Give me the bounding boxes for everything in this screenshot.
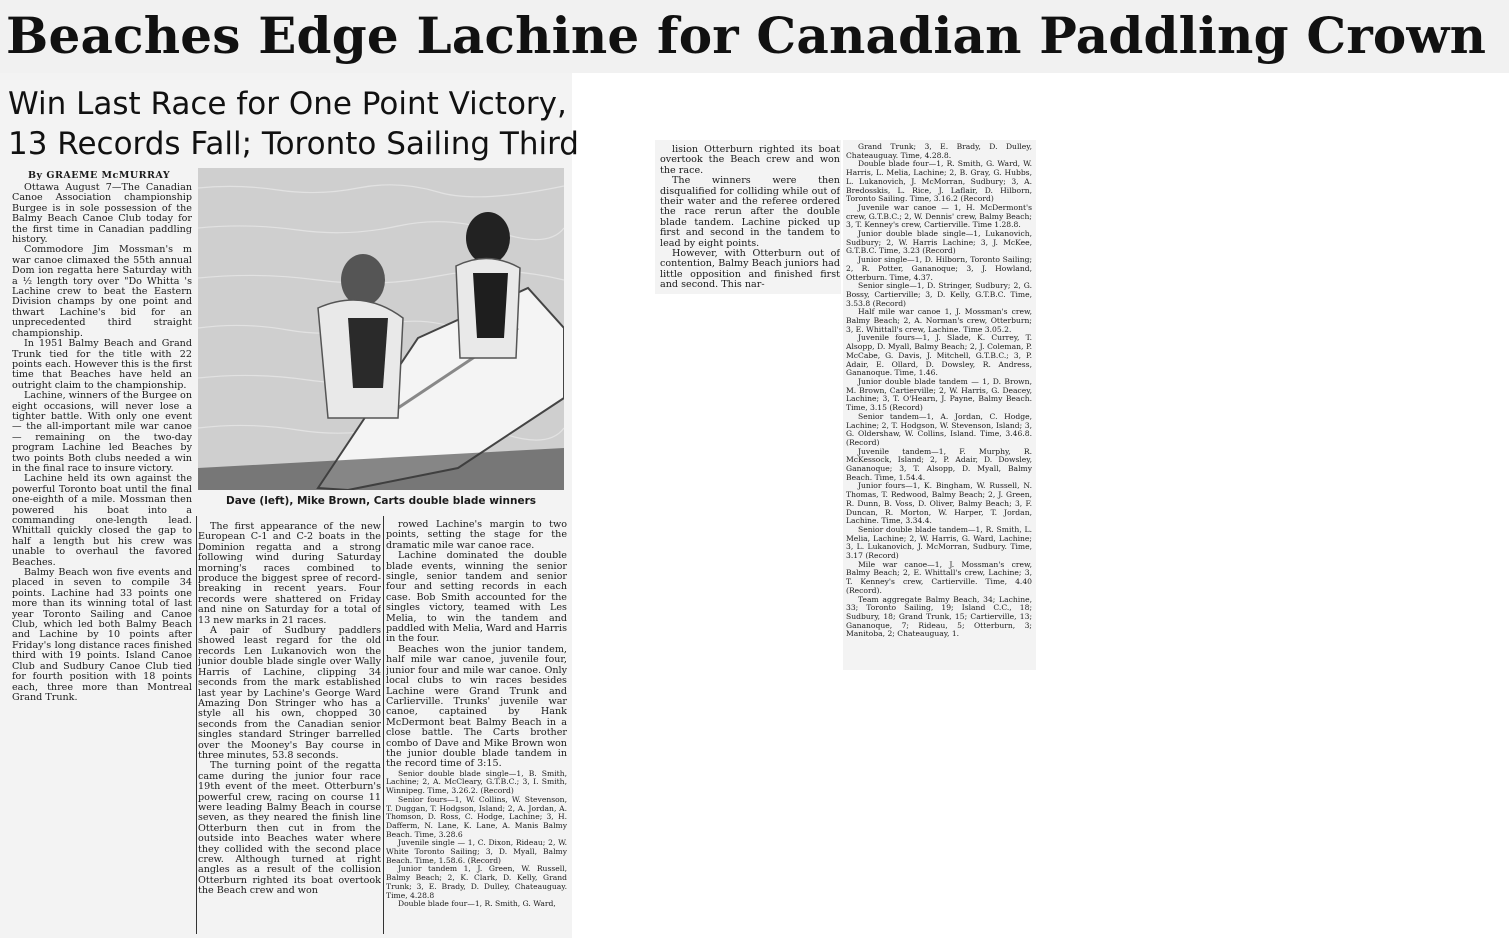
result-entry: Junior double blade single—1, Lukanovich, Sudbury; 2, W. Harris Lachine; 3, J. McKee, G.T.B.C. Time, 3.23 (Record) (846, 229, 1032, 256)
result-entry: Grand Trunk; 3, E. Brady, D. Dulley, Chateauguay. Time, 4.28.8. (846, 143, 1032, 160)
result-entry: Juvenile single — 1, C. Dixon, Rideau; 2, W. White Toronto Sailing; 3, D. Myall, Balmy Beach. Time, 1.58.6. (Record) (386, 838, 567, 865)
paragraph: Commodore Jim Mossman's m war canoe climaxed the 55th annual Dom ion regatta here Saturday with a ½ length tory over "Do Whitta 's Lachine crew to beat the Eastern Division champs by one point and thwart Lachine's bid for an unprecedented third straight championship. (12, 244, 192, 339)
result-entry: Double blade four—1, R. Smith, G. Ward, W. Harris, L. Melia, Lachine; 2, B. Gray, G. Hubbs, L. Lukanovich, J. McMorran, Sudbury; 3, A. Bredosskis, L. Rice, J. Laflair, D. Hilborn, Toronto Sailing. Time, 3.16.2 (Record) (846, 159, 1032, 204)
paragraph: lision Otterburn righted its boat overtook the Beach crew and won the race. (660, 145, 840, 176)
news-photo (198, 168, 564, 490)
article-column-3 (386, 520, 567, 932)
paragraph: However, with Otterburn out of contention, Balmy Beach juniors had little opposition and finished first and second. This nar- (660, 248, 840, 291)
paragraph: Lachine, winners of the Burgee on eight occasions, will never lose a tighter battle. With only one event — the all-important mile war canoe — remaining on the two-day program Lachine led Beaches by two points Both clubs needed a win in the final race to insure victory. (12, 390, 192, 474)
result-entry: Mile war canoe—1, J. Mossman's crew, Balmy Beach; 2, E. Whittall's crew, Lachine; 3, T. Kenney's crew, Cartierville. Time, 4.40 (Record). (846, 559, 1032, 595)
paragraph: Lachine dominated the double blade events, winning the senior single, senior tandem and senior four and setting records in each case. Bob Smith accounted for the singles victory, teamed with Les Melia, to win the tandem and paddled with Melia, Ward and Harris in the four. (386, 550, 567, 645)
article-column-2 (198, 522, 381, 934)
photo-caption: Dave (left), Mike Brown, Carts double blade winners (198, 491, 564, 511)
subheadline (8, 84, 579, 164)
subheadline-line-1: Win Last Race for One Point Victory, (8, 86, 567, 122)
result-entry: Juvenile fours—1, J. Slade, K. Currey, T. Alsopp, D. Myall, Balmy Beach; 2, J. Coleman, P. McCabe, G. Davis, J. Mitchell, G.T.B.C.; 3, P. Adair, E. Ollard, D. Dowsley, R. Andress, Gananoque. Time, 1.46. (846, 333, 1032, 378)
result-entry: Senior single—1, D. Stringer, Sudbury; 2, G. Bossy, Cartierville; 3, D. Kelly, G.T.B.C. Time, 3.53.8 (Record) (846, 281, 1032, 308)
paragraph: Balmy Beach won five events and placed in seven to compile 34 points. Lachine had 33 points one more than its winning total of last year Toronto Sailing and Canoe Club, which led both Balmy Beach and Lachine by 10 points after Friday's long distance races finished third with 19 points. Island Canoe Club and Sudbury Canoe Club tied for fourth position with 18 points each, three more than Montreal Grand Trunk. (12, 567, 192, 703)
result-entry: Half mile war canoe 1, J. Mossman's crew, Balmy Beach; 2, A. Norman's crew, Otterburn; 3, E. Whittall's crew, Lachine. Time 3.05.2. (846, 307, 1032, 334)
paragraph: rowed Lachine's margin to two points, setting the stage for the dramatic mile war canoe race. (386, 520, 567, 551)
paragraph: In 1951 Balmy Beach and Grand Trunk tied for the title with 22 points each. However this is the first time that Beaches have held an outright claim to the championship. (12, 338, 192, 391)
column-divider (383, 516, 384, 934)
result-entry: Junior double blade tandem — 1, D. Brown, M. Brown, Cartierville; 2, W. Harris, G. Deacey, Lachine; 3, T. O'Hearn, J. Payne, Balmy Beach. Time, 3.15 (Record) (846, 376, 1032, 413)
result-entry: Junior single—1, D. Hilborn, Toronto Sailing; 2, R. Potter, Gananoque; 3, J. Howland, Otterburn. Time, 4.37. (846, 255, 1032, 282)
result-entry: Juvenile tandem—1, F. Murphy, R. McKessock, Island; 2, P. Adair, D. Dowsley, Gananoque; 3, T. Alsopp, D. Myall, Balmy Beach. Time, 1.54.4. (846, 446, 1032, 482)
result-entry: Team aggregate Balmy Beach, 34; Lachine, 33; Toronto Sailing, 19; Island C.C., 18; Sudbury, 18; Grand Trunk, 15; Cartierville, 13; Gananoque, 7; Rideau, 5; Otterburn, 3; Manitoba, 2; Chateauguay, 1. (846, 594, 1032, 639)
canoe-photo-illustration (198, 168, 564, 490)
paragraph: The turning point of the regatta came during the junior four race 19th event of the meet. Otterburn's powerful crew, racing on course 11 were leading Balmy Beach in course seven, as they neared the finish line Otterburn then cut in from the outside into Beaches water where they collided with the second place crew. Although turned at right angles as a result of the collision Otterburn righted its boat overtook the Beach crew and won (198, 760, 381, 897)
byline: By GRAEME McMURRAY (28, 170, 171, 181)
paragraph: A pair of Sudbury paddlers showed least regard for the old records Len Lukanovich won the junior double blade single over Wally Harris of Lachine, clipping 34 seconds from the mark established last year by Lachine's George Ward Amazing Don Stringer who has a style all his own, chopped 30 seconds from the Canadian senior singles standard Stringer barrelled over the Mooney's Bay course in three minutes, 53.8 seconds. (198, 625, 381, 761)
article-column-4 (660, 145, 840, 291)
article-column-1 (12, 183, 192, 758)
result-entry: Juvenile war canoe — 1, H. McDermont's crew, G.T.B.C.; 2, W. Dennis' crew, Balmy Beach; 3, T. Kenney's crew, Cartierville. Time 1.28.8. (846, 202, 1032, 230)
paragraph: The first appearance of the new European C-1 and C-2 boats in the Dominion regatta and a strong following wind during Saturday morning's races combined to produce the biggest spree of record-breaking in recent years. Four records were shattered on Friday and nine on Saturday for a total of 13 new marks in 21 races. (198, 522, 381, 626)
result-entry: Junior fours—1, K. Bingham, W. Russell, N. Thomas, T. Redwood, Balmy Beach; 2, J. Green, R. Dunn, B. Voss, D. Oliver, Balmy Beach; 3, F. Duncan, R. Morton, W. Harper, T. Jordan, Lachine. Time, 3.34.4. (846, 481, 1032, 526)
results-column (846, 143, 1032, 669)
result-entry: Senior double blade tandem—1, R. Smith, L. Melia, Lachine; 2, W. Harris, G. Ward, Lachine; 3, L. Lukanovich, J. McMorran, Sudbury. Time, 3.17 (Record) (846, 524, 1032, 561)
subheadline-line-2: 13 Records Fall; Toronto Sailing Third (8, 126, 579, 162)
paragraph: Beaches won the junior tandem, half mile war canoe, juvenile four, junior four and mile war canoe. Only local clubs to win races besides Lachine were Grand Trunk and Carlierville. Trunks' juvenile war canoe, captained by Hank McDermont beat Balmy Beach in a close battle. The Carts brother combo of Dave and Mike Brown won the junior double blade tandem in the record time of 3:15. (386, 643, 567, 770)
paragraph: Ottawa August 7—The Canadian Canoe Association championship Burgee is in sole possession of the Balmy Beach Canoe Club today for the first time in Canadian paddling history. (12, 183, 192, 246)
result-entry: Senior tandem—1, A. Jordan, C. Hodge, Lachine; 2, T. Hodgson, W. Stevenson, Island; 3, G. Oldershaw, W. Collins, Island. Time, 3.46.8. (Record) (846, 411, 1032, 447)
column-divider (196, 516, 197, 934)
result-entry: Senior double blade single—1, B. Smith, Lachine; 2, A. McCleary, G.T.B.C.; 3, I. Smith, Winnipeg. Time, 3.26.2. (Record) (386, 768, 567, 796)
result-entry: Junior tandem 1, J. Green, W. Russell, Balmy Beach; 2, K. Clark, D. Kelly, Grand Trunk; 3, E. Brady, D. Dulley, Chateauguay. Time, 4.28.8 (386, 864, 567, 900)
paragraph: Lachine held its own against the powerful Toronto boat until the final one-eighth of a mile. Mossman then powered his boat into a commanding one-length lead. Whittall quickly closed the gap to half a length but his crew was unable to overhaul the favored Beaches. (12, 473, 192, 568)
result-entry: Senior fours—1, W. Collins, W. Stevenson, T. Duggan, T. Hodgson, Island; 2, A. Jordan, A. Thomson, D. Ross, C. Hodge, Lachine; 3, H. Dafferm, N. Lane, K. Lane, A. Manis Balmy Beach. Time, 3.28.6 (386, 794, 567, 839)
headline: Beaches Edge Lachine for Canadian Paddling Crown (6, 6, 1487, 65)
paragraph: The winners were then disqualified for colliding while out of their water and the referee ordered the race rerun after the double blade tandem. Lachine picked up first and second in the tandem to lead by eight points. (660, 175, 840, 249)
result-entry: Double blade four—1, R. Smith, G. Ward, (398, 899, 556, 909)
